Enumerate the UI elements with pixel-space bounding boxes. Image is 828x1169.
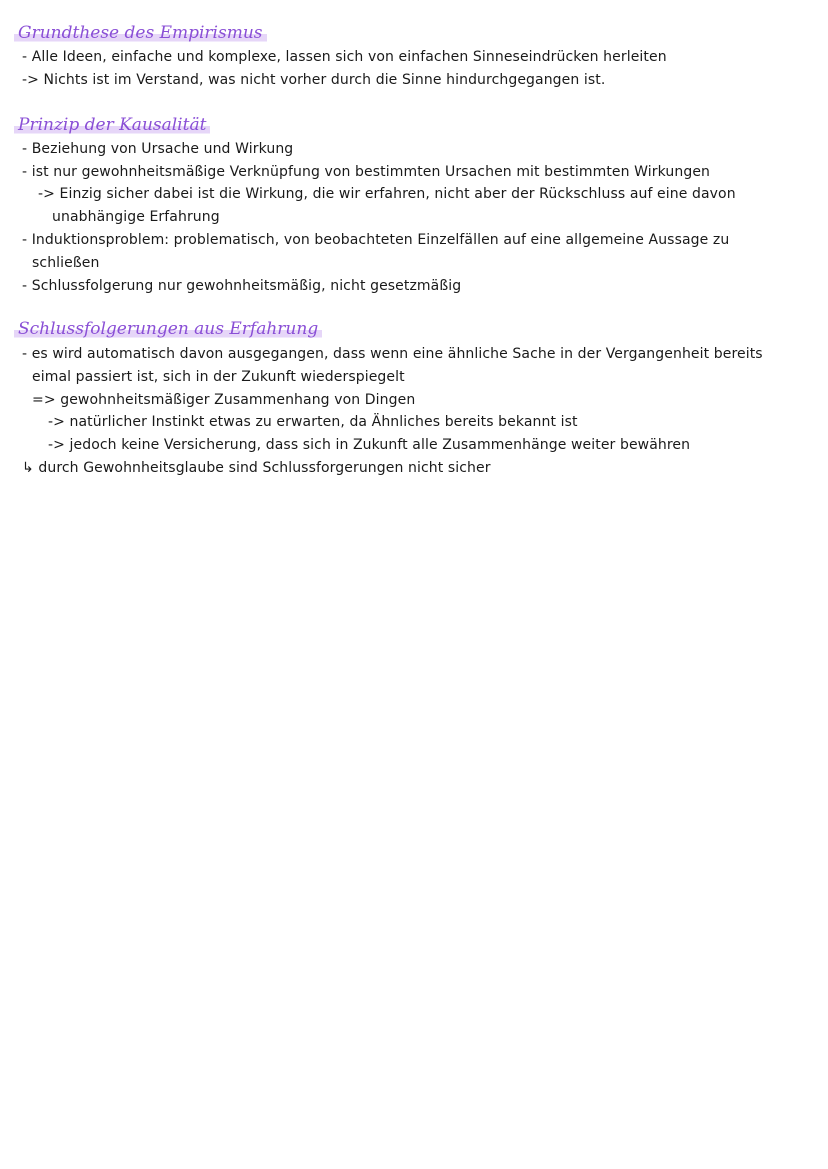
note-line: - es wird automatisch davon ausgegangen, dass wenn eine ähnliche Sache in der Vergangenheit bereits bbox=[22, 346, 763, 362]
note-line: eimal passiert ist, sich in der Zukunft wiederspiegelt bbox=[32, 369, 405, 385]
heading-grundthese bbox=[14, 22, 267, 44]
note-line: - Beziehung von Ursache und Wirkung bbox=[22, 141, 294, 157]
note-line: => gewohnheitsmäßiger Zusammenhang von Dingen bbox=[32, 392, 416, 408]
note-line: schließen bbox=[32, 255, 100, 271]
heading-text: Grundthese des Empirismus bbox=[14, 23, 267, 43]
note-line: -> jedoch keine Versicherung, dass sich in Zukunft alle Zusammenhänge weiter bewähren bbox=[48, 437, 691, 453]
note-line: ↳ durch Gewohnheitsglaube sind Schlussforgerungen nicht sicher bbox=[22, 460, 491, 476]
note-line: -> Nichts ist im Verstand, was nicht vorher durch die Sinne hindurchgegangen ist. bbox=[22, 72, 606, 88]
note-line: -> natürlicher Instinkt etwas zu erwarten, da Ähnliches bereits bekannt ist bbox=[48, 414, 578, 430]
heading-text: Schlussfolgerungen aus Erfahrung bbox=[14, 319, 322, 339]
note-line: unabhängige Erfahrung bbox=[52, 209, 220, 225]
note-line: - ist nur gewohnheitsmäßige Verknüpfung von bestimmten Ursachen mit bestimmten Wirkungen bbox=[22, 164, 711, 180]
note-line: - Schlussfolgerung nur gewohnheitsmäßig, nicht gesetzmäßig bbox=[22, 278, 462, 294]
note-line: - Induktionsproblem: problematisch, von beobachteten Einzelfällen auf eine allgemeine Aussage zu bbox=[22, 232, 730, 248]
heading-schlussfolgerungen bbox=[14, 318, 322, 340]
heading-kausalitaet bbox=[14, 114, 210, 136]
note-line: -> Einzig sicher dabei ist die Wirkung, die wir erfahren, nicht aber der Rückschluss auf eine davon bbox=[38, 186, 736, 202]
note-line: - Alle Ideen, einfache und komplexe, lassen sich von einfachen Sinneseindrücken herleiten bbox=[22, 49, 667, 65]
heading-text: Prinzip der Kausalität bbox=[14, 115, 210, 135]
